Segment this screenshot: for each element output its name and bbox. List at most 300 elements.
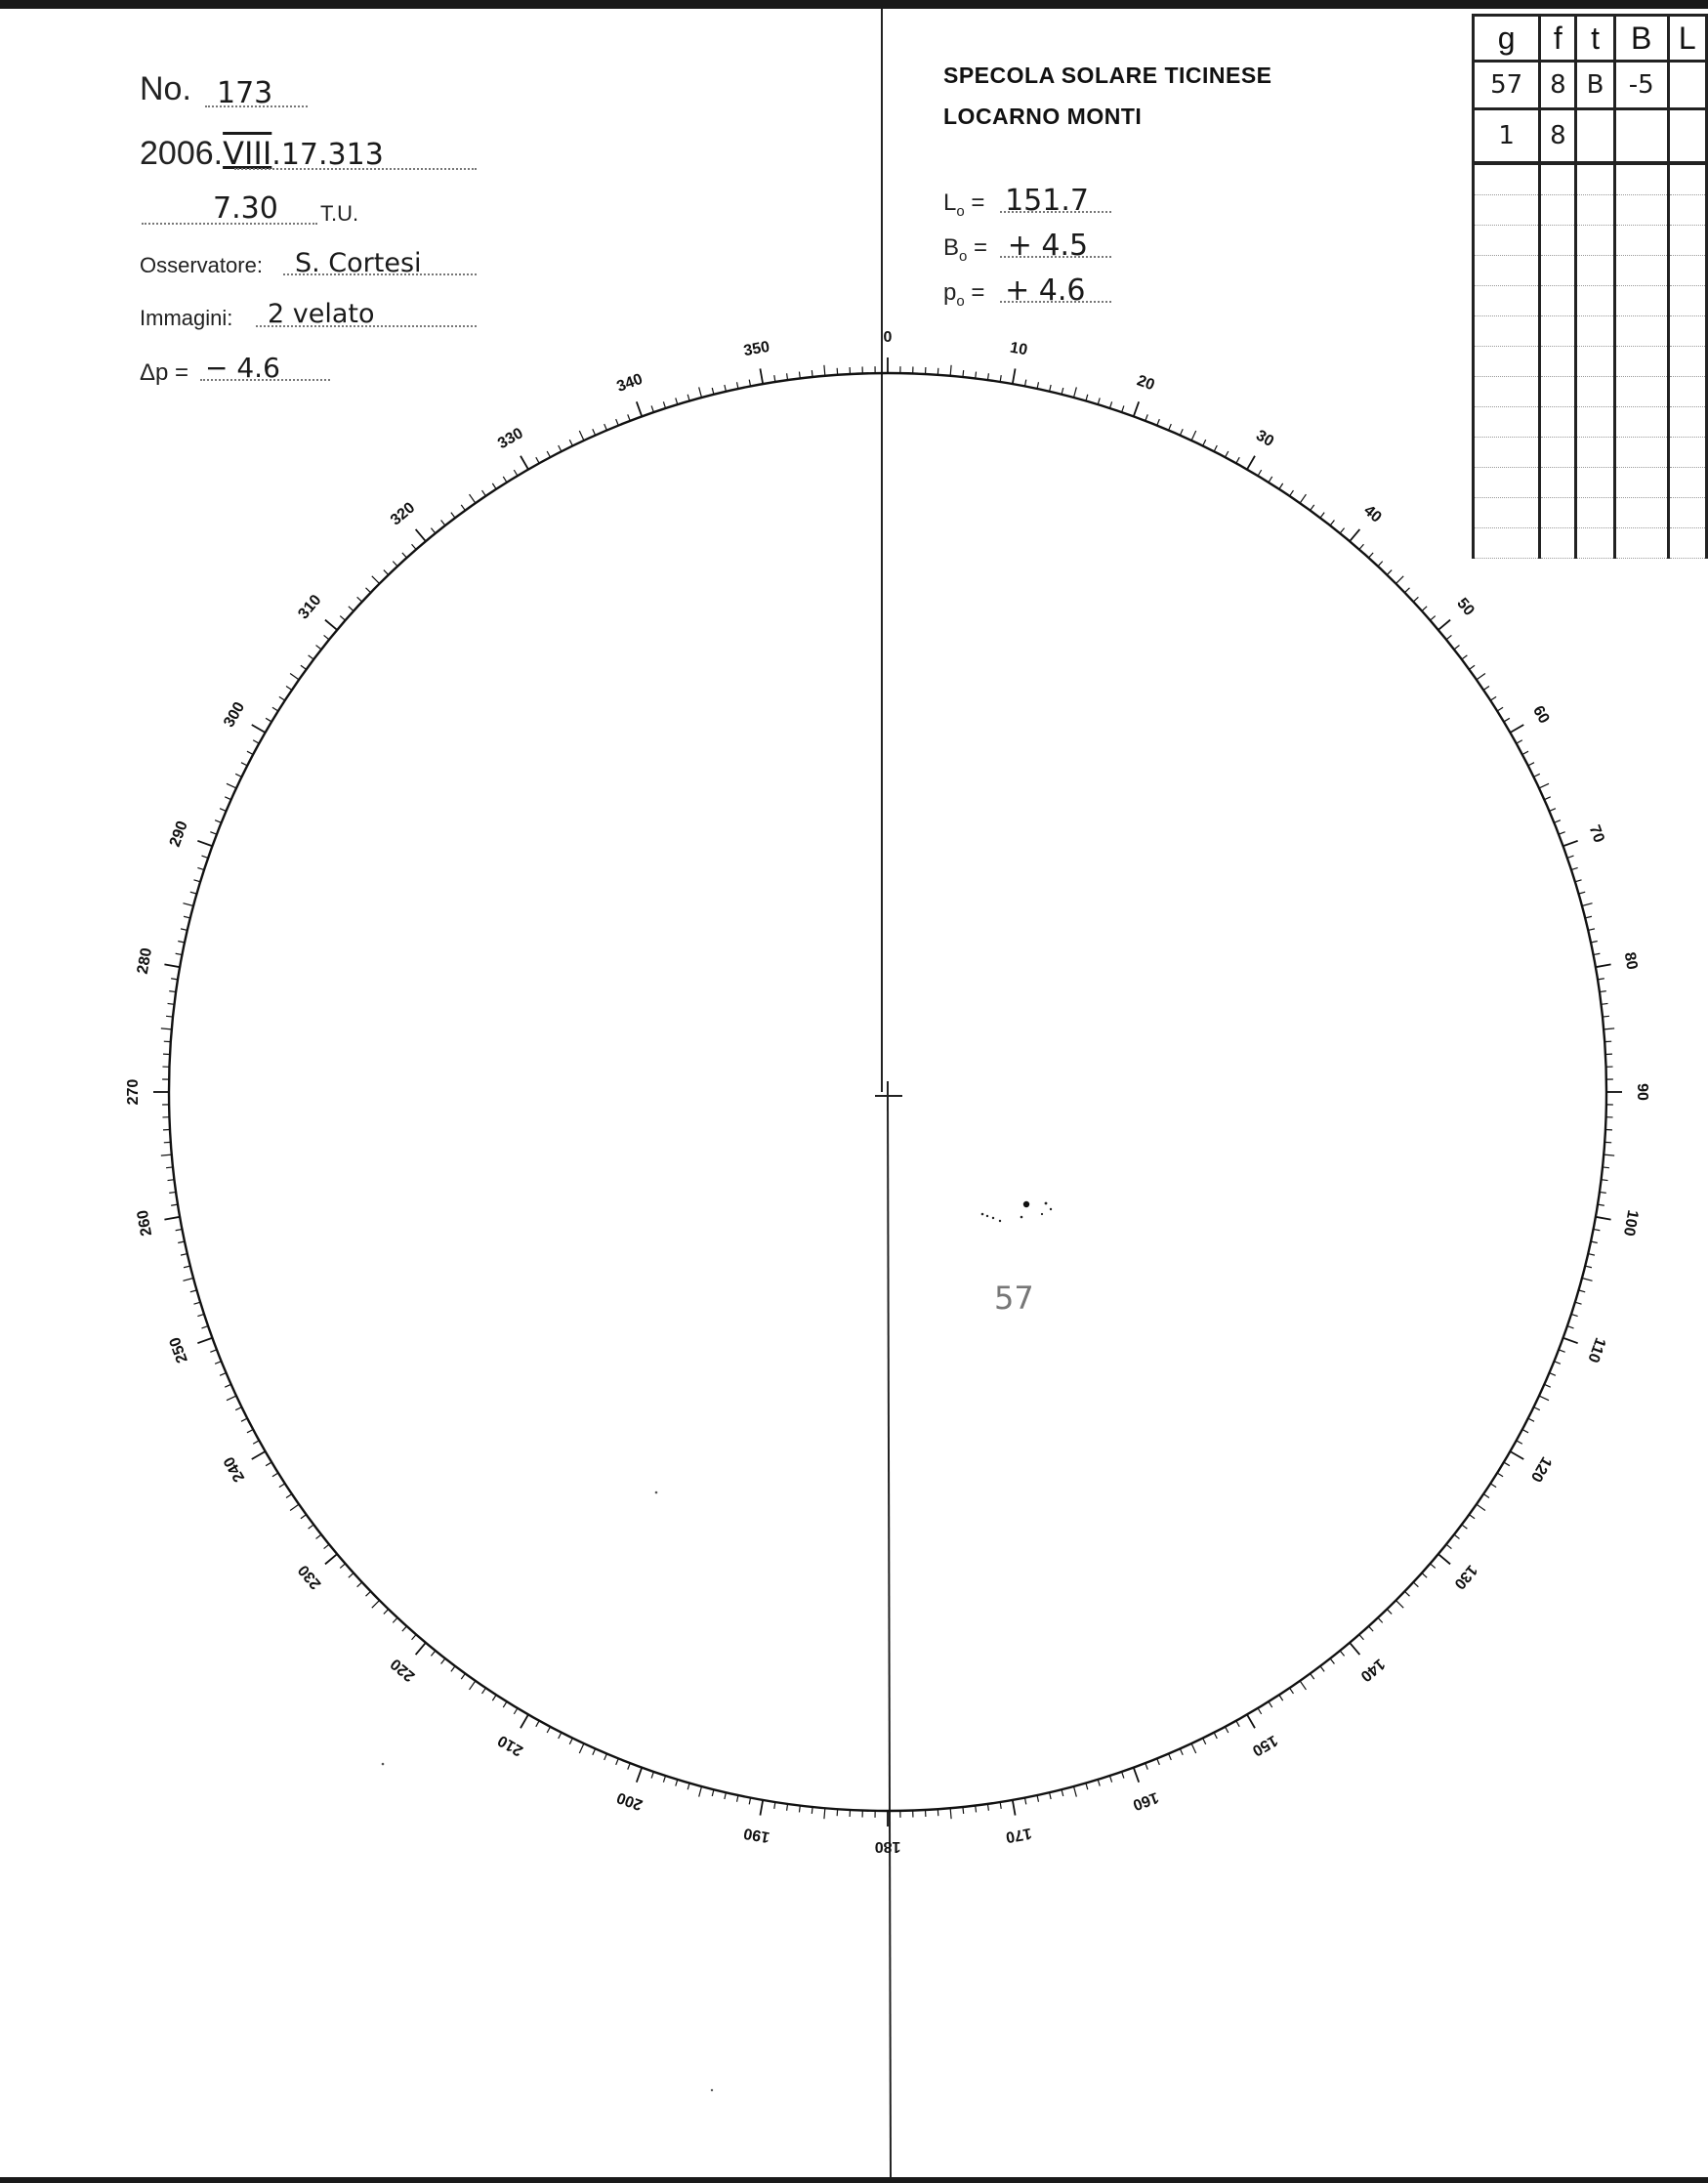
- sunspot-group-57: [981, 1201, 1053, 1222]
- degree-tick: [1236, 457, 1239, 463]
- record-number-value: 173: [217, 76, 273, 110]
- degree-tick: [1602, 1180, 1608, 1181]
- degree-tick: [1517, 740, 1522, 743]
- degree-tick: [1073, 1786, 1076, 1797]
- degree-tick: [559, 1733, 562, 1739]
- degree-tick: [1593, 953, 1600, 954]
- degree-label: 280: [134, 946, 156, 976]
- degree-tick: [1544, 797, 1550, 800]
- degree-tick: [1214, 1733, 1217, 1739]
- degree-tick: [628, 414, 631, 421]
- degree-tick: [1013, 368, 1016, 384]
- degree-tick: [190, 892, 197, 894]
- sunspot: [1021, 1216, 1023, 1219]
- degree-tick: [1454, 646, 1460, 650]
- degree-label: 50: [1453, 595, 1478, 619]
- degree-tick: [1146, 414, 1148, 421]
- degree-label: 310: [295, 591, 325, 623]
- degree-tick: [451, 513, 455, 519]
- degree-label: 0: [883, 329, 893, 347]
- degree-tick: [301, 1515, 307, 1519]
- param-B0-sub: o: [959, 247, 968, 265]
- degree-tick: [272, 1473, 278, 1477]
- degree-tick: [1169, 1753, 1172, 1759]
- param-L0-value: 151.7: [1005, 184, 1089, 218]
- degree-label: 90: [1633, 1083, 1650, 1101]
- degree-tick: [340, 1564, 345, 1569]
- degree-tick: [286, 1494, 292, 1498]
- degree-tick: [384, 570, 389, 575]
- degree-tick: [1122, 405, 1124, 412]
- degree-tick: [1554, 820, 1560, 823]
- degree-tick: [1588, 1254, 1595, 1256]
- degree-tick: [183, 1278, 193, 1280]
- degree-tick: [482, 1688, 486, 1694]
- degree-tick: [164, 964, 180, 967]
- degree-tick: [1596, 1217, 1611, 1220]
- degree-tick: [1510, 725, 1523, 733]
- degree-tick: [1602, 1003, 1608, 1004]
- degree-tick: [1438, 1554, 1450, 1564]
- sunspot: [1050, 1208, 1052, 1210]
- degree-tick: [699, 1786, 702, 1797]
- degree-tick: [164, 1217, 180, 1220]
- degree-tick: [1037, 382, 1038, 389]
- degree-tick: [1226, 1727, 1229, 1733]
- degree-tick: [1483, 687, 1489, 691]
- table-cell: 57: [1474, 62, 1540, 109]
- degree-tick: [266, 718, 271, 722]
- degree-tick: [247, 751, 253, 754]
- sunspot: [986, 1215, 988, 1217]
- degree-tick: [1563, 1338, 1578, 1343]
- observer-label: Osservatore:: [140, 253, 263, 277]
- degree-tick: [184, 916, 190, 918]
- degree-tick: [1413, 1582, 1418, 1587]
- degree-tick: [402, 553, 407, 558]
- degree-tick: [197, 1314, 204, 1316]
- degree-tick: [1593, 1229, 1600, 1230]
- record-number-label: No.: [140, 70, 191, 107]
- degree-tick: [1462, 655, 1468, 659]
- degree-tick: [760, 1800, 763, 1816]
- degree-tick: [676, 398, 678, 404]
- degree-tick: [1387, 1609, 1392, 1614]
- degree-tick: [579, 431, 584, 441]
- degree-label: 200: [614, 1788, 646, 1814]
- degree-tick: [316, 646, 322, 650]
- degree-tick: [1422, 1573, 1427, 1577]
- degree-tick: [1311, 1673, 1314, 1679]
- degree-tick: [1585, 916, 1592, 918]
- degree-tick: [252, 725, 266, 733]
- degree-tick: [663, 1776, 665, 1783]
- degree-tick: [393, 1617, 397, 1622]
- degree-label: 350: [742, 338, 771, 360]
- degree-tick: [1446, 635, 1451, 639]
- degree-tick: [1180, 429, 1183, 435]
- degree-tick: [1180, 1748, 1183, 1754]
- degree-tick: [1575, 1302, 1582, 1304]
- degree-tick: [366, 588, 371, 593]
- degree-label: 160: [1130, 1788, 1161, 1814]
- degree-tick: [210, 832, 217, 835]
- degree-tick: [1522, 751, 1528, 754]
- degree-tick: [1539, 1396, 1549, 1401]
- degree-tick: [227, 783, 236, 788]
- degree-tick: [737, 382, 738, 389]
- date-year: 2006.: [140, 135, 224, 172]
- degree-tick: [1226, 451, 1229, 457]
- degree-tick: [279, 1484, 285, 1488]
- param-B0: $B_o$ = + 4.5: [943, 229, 1089, 265]
- degree-tick: [1157, 1758, 1160, 1764]
- degree-tick: [1497, 707, 1503, 711]
- table-cell: 8: [1540, 109, 1576, 164]
- degree-tick: [1596, 964, 1611, 967]
- degree-tick: [569, 1739, 572, 1744]
- time-value: 7.30: [213, 191, 278, 226]
- degree-tick: [1214, 445, 1217, 451]
- degree-tick: [1269, 477, 1272, 483]
- param-p0-label: p: [943, 279, 957, 306]
- degree-tick: [181, 1254, 187, 1256]
- degree-label: 260: [134, 1208, 156, 1238]
- degree-tick: [225, 797, 230, 800]
- degree-tick: [1098, 398, 1100, 404]
- degree-label: 180: [874, 1837, 901, 1855]
- degree-tick: [637, 401, 642, 416]
- degree-tick: [1062, 388, 1063, 395]
- degree-tick: [1330, 521, 1334, 526]
- param-L0-label: L: [943, 189, 957, 216]
- degree-tick: [1290, 490, 1294, 496]
- degree-tick: [699, 387, 702, 398]
- degree-tick: [366, 1591, 371, 1596]
- degree-tick: [220, 809, 226, 812]
- degree-tick: [1549, 809, 1555, 812]
- degree-tick: [663, 401, 665, 408]
- degree-tick: [521, 1714, 528, 1728]
- degree-label: 320: [387, 499, 419, 529]
- degree-tick: [461, 1673, 465, 1679]
- degree-tick: [210, 1350, 217, 1353]
- degree-tick: [1109, 401, 1111, 408]
- degree-tick: [193, 880, 200, 882]
- degree-tick: [1359, 544, 1364, 549]
- degree-tick: [190, 1290, 197, 1292]
- degree-tick: [372, 1600, 380, 1608]
- degree-label: 230: [295, 1561, 325, 1593]
- degree-tick: [252, 1451, 266, 1459]
- degree-tick: [416, 529, 426, 541]
- degree-tick: [178, 942, 185, 943]
- degree-label: 30: [1253, 427, 1277, 451]
- table-cell: 1: [1474, 109, 1540, 164]
- param-L0-sub: o: [956, 202, 965, 220]
- sunspot: [1045, 1202, 1048, 1205]
- degree-tick: [412, 544, 417, 549]
- degree-tick: [1098, 1780, 1100, 1786]
- degree-tick: [441, 1658, 445, 1664]
- degree-tick: [227, 1396, 236, 1401]
- degree-tick: [1430, 1564, 1435, 1569]
- degree-label: 170: [1004, 1824, 1033, 1846]
- degree-tick: [1258, 470, 1262, 476]
- degree-tick: [470, 1681, 476, 1690]
- degree-tick: [168, 1003, 175, 1004]
- degree-tick: [1279, 1695, 1283, 1700]
- degree-tick: [1320, 513, 1324, 519]
- degree-tick: [1430, 616, 1435, 621]
- delta-p-value: − 4.6: [205, 352, 280, 384]
- degree-tick: [547, 1727, 550, 1733]
- degree-tick: [521, 456, 528, 470]
- degree-tick: [1330, 1658, 1334, 1664]
- degree-tick: [482, 490, 486, 496]
- delta-p-label: Δp =: [140, 359, 189, 386]
- degree-tick: [637, 1768, 642, 1783]
- degree-tick: [1490, 696, 1496, 700]
- degree-tick: [235, 774, 241, 777]
- table-header-g: g: [1474, 16, 1540, 62]
- degree-tick: [1578, 1290, 1585, 1292]
- degree-tick: [687, 395, 689, 401]
- degree-label: 110: [1584, 1335, 1609, 1365]
- table-header-B: B: [1614, 16, 1668, 62]
- degree-tick: [1258, 1708, 1262, 1714]
- degree-tick: [1582, 903, 1593, 906]
- degree-label: 190: [742, 1824, 771, 1846]
- degree-tick: [1247, 1714, 1255, 1728]
- degree-label: 40: [1360, 502, 1385, 526]
- degree-tick: [166, 1016, 173, 1017]
- degree-tick: [559, 445, 562, 451]
- degree-tick: [178, 1241, 185, 1242]
- degree-tick: [1575, 880, 1582, 882]
- degree-tick: [166, 1167, 173, 1168]
- degree-tick: [247, 1430, 253, 1433]
- degree-tick: [1517, 1441, 1522, 1444]
- degree-tick: [1483, 1494, 1489, 1498]
- degree-tick: [503, 477, 507, 483]
- degree-tick: [290, 674, 299, 680]
- table-cell: 8: [1540, 62, 1576, 109]
- degree-tick: [676, 1780, 678, 1786]
- degree-label: 10: [1008, 339, 1029, 359]
- degree-tick: [384, 1609, 389, 1614]
- degree-tick: [593, 429, 596, 435]
- degree-tick: [1191, 431, 1196, 441]
- degree-tick: [1438, 620, 1450, 630]
- degree-tick: [357, 597, 362, 602]
- degree-tick: [628, 1763, 631, 1770]
- degree-tick: [1582, 1278, 1593, 1280]
- degree-tick: [1157, 419, 1160, 425]
- param-p0: $p_o$ = + 4.6: [943, 273, 1086, 310]
- degree-tick: [492, 1695, 496, 1700]
- degree-tick: [197, 867, 204, 869]
- degree-tick: [725, 1792, 727, 1799]
- degree-tick: [976, 372, 977, 379]
- degree-label: 60: [1528, 702, 1553, 727]
- degree-tick: [950, 1808, 951, 1819]
- degree-tick: [1554, 1362, 1560, 1364]
- degree-tick: [1603, 1016, 1609, 1017]
- degree-tick: [183, 903, 193, 906]
- degree-tick: [1037, 1795, 1038, 1802]
- param-B0-value: + 4.5: [1007, 229, 1089, 263]
- degree-tick: [1534, 1407, 1540, 1410]
- degree-tick: [799, 1806, 800, 1813]
- degree-tick: [1050, 1792, 1052, 1799]
- degree-tick: [441, 521, 445, 526]
- degree-tick: [1563, 841, 1578, 846]
- degree-tick: [215, 1362, 221, 1364]
- degree-tick: [1497, 1473, 1503, 1477]
- degree-tick: [1567, 856, 1574, 858]
- degree-label: 220: [387, 1655, 419, 1685]
- sunspot: [999, 1220, 1001, 1222]
- date-month: VIII: [223, 135, 272, 172]
- degree-tick: [1311, 505, 1314, 511]
- degree-tick: [799, 372, 800, 379]
- degree-tick: [1528, 763, 1534, 766]
- degree-tick: [1134, 1768, 1139, 1783]
- degree-label: 250: [166, 1334, 191, 1365]
- degree-tick: [416, 1643, 426, 1655]
- degree-tick: [1396, 576, 1403, 584]
- degree-tick: [1504, 1462, 1510, 1466]
- degree-tick: [1490, 1484, 1496, 1488]
- degree-tick: [503, 1701, 507, 1707]
- degree-tick: [824, 365, 825, 376]
- degree-tick: [1469, 665, 1475, 669]
- degree-tick: [1588, 929, 1595, 931]
- degree-tick: [412, 1634, 417, 1639]
- degree-label: 330: [495, 425, 526, 453]
- degree-tick: [1469, 1515, 1475, 1519]
- degree-tick: [616, 419, 619, 425]
- degree-tick: [1567, 1326, 1574, 1328]
- degree-tick: [1603, 1167, 1609, 1168]
- degree-tick: [393, 562, 397, 567]
- degree-tick: [1378, 1617, 1383, 1622]
- degree-label: 210: [495, 1731, 526, 1759]
- degree-label: 80: [1620, 950, 1641, 972]
- degree-tick: [963, 370, 964, 377]
- degree-tick: [1559, 1350, 1565, 1353]
- degree-label: 100: [1619, 1208, 1642, 1238]
- param-B0-label: B: [943, 234, 960, 261]
- degree-tick: [1320, 1666, 1324, 1672]
- degree-tick: [1585, 1266, 1592, 1268]
- degree-tick: [1396, 1600, 1403, 1608]
- degree-tick: [579, 1743, 584, 1753]
- degree-tick: [492, 483, 496, 489]
- degree-tick: [272, 707, 278, 711]
- degree-tick: [324, 1544, 329, 1548]
- degree-tick: [197, 1338, 212, 1343]
- degree-tick: [593, 1748, 596, 1754]
- degree-tick: [1340, 528, 1344, 533]
- degree-tick: [1368, 553, 1373, 558]
- time-unit: T.U.: [320, 201, 359, 226]
- degree-tick: [651, 405, 653, 412]
- degree-tick: [950, 365, 951, 376]
- degree-tick: [536, 1721, 539, 1727]
- degree-tick: [325, 1554, 337, 1564]
- degree-tick: [1544, 1384, 1550, 1387]
- degree-label: 70: [1585, 822, 1607, 846]
- degree-tick: [1578, 892, 1585, 894]
- degree-tick: [1024, 380, 1025, 387]
- degree-tick: [1534, 774, 1540, 777]
- table-cell: -5: [1614, 62, 1668, 109]
- table-header-L: L: [1668, 16, 1706, 62]
- degree-tick: [616, 1758, 619, 1764]
- sunspot: [981, 1213, 984, 1216]
- degree-tick: [349, 607, 354, 611]
- degree-tick: [324, 635, 329, 639]
- degree-label: 120: [1526, 1453, 1555, 1485]
- degree-tick: [181, 929, 187, 931]
- degree-tick: [470, 494, 476, 503]
- degree-label: 20: [1134, 372, 1157, 395]
- degree-tick: [161, 1154, 172, 1155]
- degree-tick: [1350, 1643, 1359, 1655]
- degree-tick: [1062, 1789, 1063, 1796]
- degree-tick: [266, 1462, 271, 1466]
- degree-tick: [220, 1373, 226, 1376]
- degree-tick: [1013, 1800, 1016, 1816]
- degree-tick: [1477, 674, 1485, 680]
- degree-tick: [176, 953, 183, 954]
- degree-tick: [1368, 1626, 1373, 1631]
- degree-label: 240: [221, 1453, 249, 1485]
- speck: [655, 1491, 658, 1494]
- degree-tick: [1300, 1681, 1306, 1690]
- degree-tick: [1236, 1721, 1239, 1727]
- degree-tick: [1109, 1776, 1111, 1783]
- param-L0: $L_o = 151.7$: [943, 184, 1089, 220]
- degree-tick: [1462, 1525, 1468, 1529]
- degree-tick: [1086, 1783, 1088, 1789]
- observer-value: S. Cortesi: [295, 248, 422, 278]
- degree-label: 300: [221, 699, 249, 731]
- degree-tick: [1203, 1739, 1206, 1744]
- degree-tick: [290, 1504, 299, 1510]
- degree-label: 340: [614, 370, 646, 396]
- degree-label: 150: [1249, 1731, 1280, 1759]
- degree-tick: [651, 1772, 653, 1779]
- degree-tick: [340, 616, 345, 621]
- degree-tick: [1300, 494, 1306, 503]
- degree-tick: [301, 665, 307, 669]
- degree-tick: [372, 576, 380, 584]
- degree-tick: [1522, 1430, 1528, 1433]
- degree-tick: [215, 820, 221, 823]
- degree-tick: [1422, 607, 1427, 611]
- degree-tick: [431, 1651, 435, 1656]
- speck: [382, 1763, 385, 1766]
- degree-tick: [325, 620, 337, 630]
- degree-tick: [1122, 1772, 1124, 1779]
- degree-tick: [357, 1582, 362, 1587]
- meridian-line-bottom: [888, 1092, 891, 2177]
- degree-tick: [225, 1384, 230, 1387]
- degree-tick: [279, 696, 285, 700]
